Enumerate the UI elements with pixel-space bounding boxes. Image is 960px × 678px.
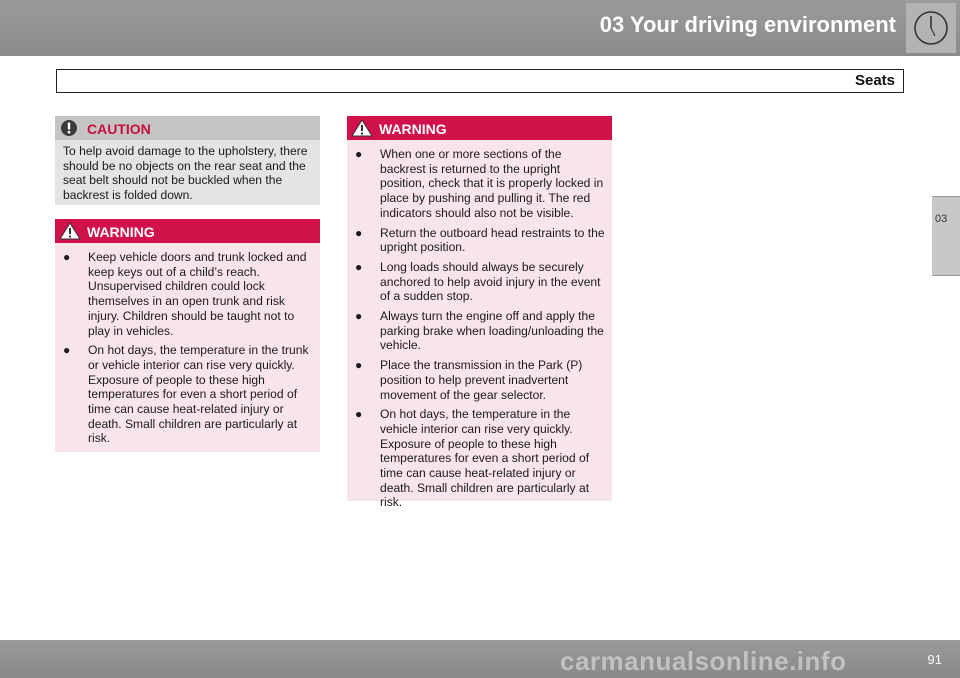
caution-header	[55, 116, 320, 140]
caution-box	[55, 116, 320, 205]
chapter-tab-label: 03	[935, 213, 948, 225]
list-item-text: Return the outboard head restraints to the upright position.	[380, 225, 605, 255]
warning-triangle-icon	[59, 222, 81, 240]
gauge-icon	[913, 10, 949, 46]
chapter-side-tab[interactable]	[932, 196, 960, 276]
list-item-text: Long loads should always be securely anchored to help avoid injury in the event of a sudden stop.	[380, 259, 601, 304]
list-item	[63, 250, 314, 338]
warning-box-right	[347, 116, 612, 510]
warning-list-left	[55, 243, 320, 446]
bullet-icon: ●	[355, 147, 363, 161]
list-item-text: Keep vehicle doors and trunk locked and keep keys out of a child’s reach. Unsupervised children could lock themselves in an open trunk and risk injury. Children should be taught not to play in vehicles.	[88, 250, 307, 338]
bullet-icon: ●	[63, 250, 71, 264]
page-number: 91	[927, 652, 942, 667]
gauge-icon-box	[906, 3, 956, 53]
warning-list-right	[347, 140, 612, 510]
list-item	[355, 260, 606, 304]
bullet-icon: ●	[355, 358, 363, 373]
warning-title-right: WARNING	[379, 121, 447, 137]
list-item	[355, 358, 606, 402]
watermark: carmanualsonline.info	[560, 646, 847, 676]
bullet-icon: ●	[355, 309, 363, 324]
list-item-text: On hot days, the temperature in the trunk or vehicle interior can rise very quickly. Exposure of people to these high temperatures for even a short period of time can cause heat-related injury or death. Small children are particularly at risk.	[88, 343, 309, 446]
list-item	[63, 343, 314, 446]
list-item	[355, 407, 606, 510]
list-item-text: Place the transmission in the Park (P) position to help prevent inadvertent movement of the gear selector.	[380, 358, 583, 402]
list-item-text: When one or more sections of the backrest is returned to the upright position, check that it is properly locked in place by pushing and pulling it. The red indicators should also not be visible.	[380, 147, 604, 220]
warning-triangle-icon	[351, 119, 373, 137]
bullet-icon: ●	[63, 343, 71, 358]
list-item	[355, 226, 606, 255]
caution-title: CAUTION	[87, 121, 151, 137]
bullet-icon: ●	[355, 259, 363, 274]
section-bar	[56, 69, 904, 93]
list-item	[355, 147, 606, 221]
list-item	[355, 309, 606, 353]
bullet-icon: ●	[355, 407, 363, 422]
chapter-title: 03 Your driving environment	[599, 12, 896, 37]
list-item-text: Always turn the engine off and apply the parking brake when loading/unloading the vehicle.	[380, 309, 604, 353]
warning-header-right	[347, 116, 612, 140]
list-item-text: On hot days, the temperature in the vehicle interior can rise very quickly. Exposure of people to these high temperatures for even a short period of time can cause heat-related injury or death. Small children are particularly at risk.	[380, 407, 590, 510]
warning-box-left	[55, 219, 320, 452]
warning-header-left	[55, 219, 320, 243]
top-header-bar	[0, 0, 960, 56]
bullet-icon: ●	[355, 225, 363, 240]
caution-text: To help avoid damage to the upholstery, there should be no objects on the rear seat and the seat belt should not be buckled when the backrest is folded down.	[63, 144, 308, 203]
exclamation-circle-icon	[59, 119, 79, 137]
section-title: Seats	[854, 72, 895, 89]
warning-title-left: WARNING	[87, 224, 155, 240]
